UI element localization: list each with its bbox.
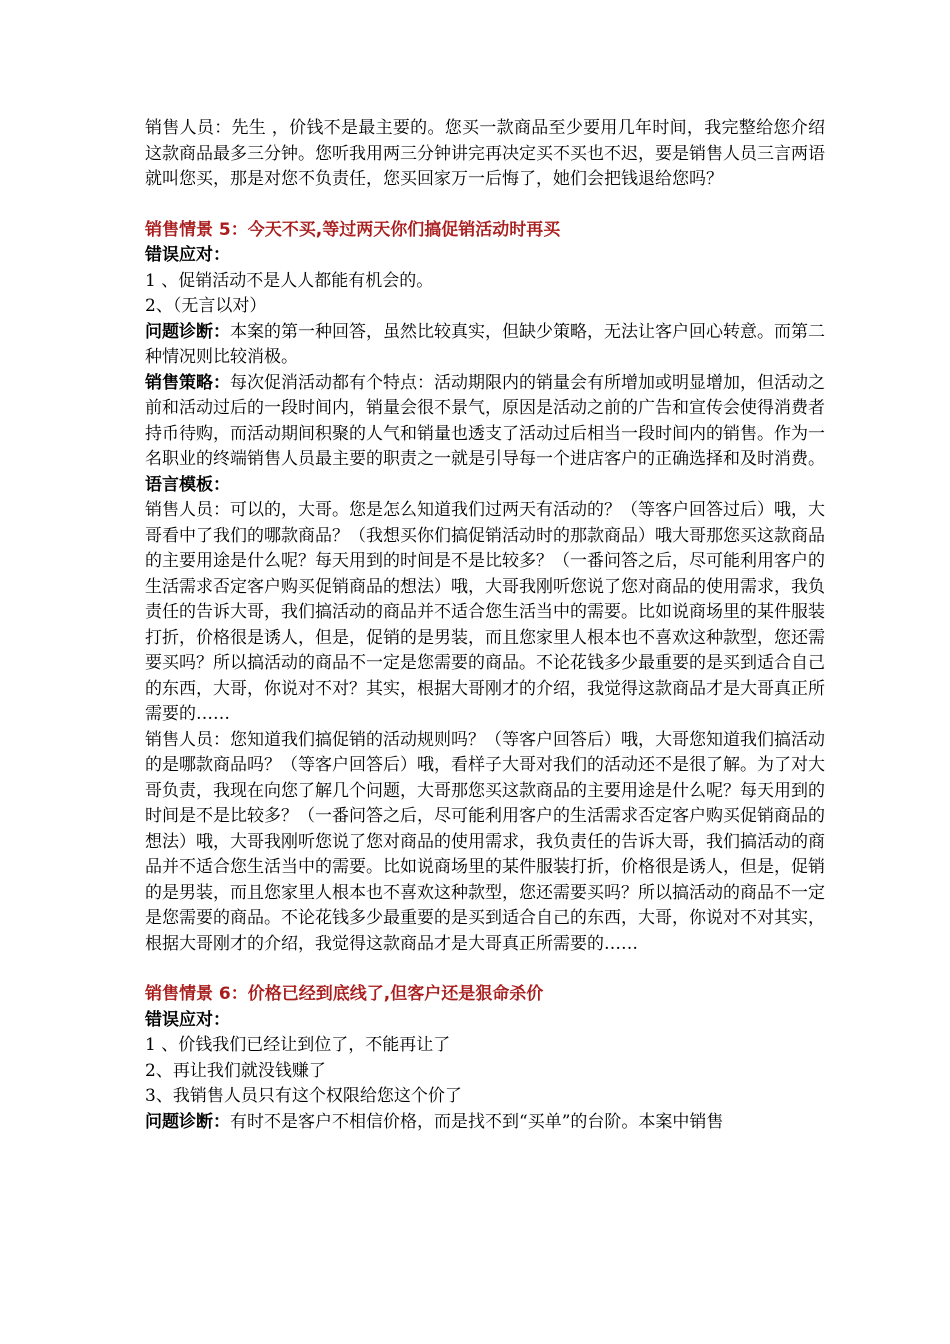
scene6-diagnosis: [145, 1110, 825, 1136]
scene5-strategy-label: 销售策略：: [145, 372, 230, 393]
scene6-diagnosis-text: 有时不是客户不相信价格，而是找不到“买单”的台阶。本案中销售: [230, 1111, 724, 1132]
scene6-diagnosis-label: 问题诊断：: [145, 1111, 230, 1132]
scene5-wrong-label: 错误应对：: [145, 245, 230, 265]
scene5-diagnosis-label: 问题诊断：: [145, 321, 230, 342]
spacer: [145, 957, 825, 982]
intro-paragraph: 销售人员：先生 ，价钱不是最主要的。您买一款商品至少要用几年时间，我完整给您介绍这款商品最多三分钟。您听我用两三分钟讲完再决定买不买也不迟，要是销售人员三言两语就叫您买，那是对您不负责任，您买回家万一后悔了，她们会把钱退给您吗？: [145, 118, 825, 189]
scene5-diagnosis: [145, 320, 825, 371]
document-page: [145, 116, 825, 1135]
spacer: [145, 193, 825, 218]
scene5-template-paragraph-1: 销售人员：可以的，大哥。您是怎么知道我们过两天有活动的？（等客户回答过后）哦，大哥看中了我们的哪款商品？（我想买你们搞促销活动时的那款商品）哦大哥那您买这款商品的主要用途是什么呢？每天用到的时间是不是比较多？（一番问答之后，尽可能利用客户的生活需求否定客户购买促销商品的想法）哦，大哥我刚听您说了您对商品的使用需求，我负责任的告诉大哥，我们搞活动的商品并不适合您生活当中的需要。比如说商场里的某件服装打折，价格很是诱人，但是，促销的是男装，而且您家里人根本也不喜欢这种款型，您还需要买吗？所以搞活动的商品不一定是您需要的商品。不论花钱多少最重要的是买到适合自己的东西，大哥，你说对不对？其实，根据大哥刚才的介绍，我觉得这款商品才是大哥真正所需要的……: [145, 500, 825, 724]
scene6-wrong-item-1: 1 、价钱我们已经让到位了，不能再让了: [145, 1035, 451, 1055]
scene5-wrong-item-2: 2、（无言以对）: [145, 296, 267, 316]
scene5-heading: 销售情景 5：今天不买,等过两天你们搞促销活动时再买: [145, 219, 561, 240]
scene6-wrong-label: 错误应对：: [145, 1009, 230, 1030]
scene6-wrong-item-2: 2、再让我们就没钱赚了: [145, 1060, 326, 1081]
scene6-heading: 销售情景 6：价格已经到底线了,但客户还是狠命杀价: [145, 984, 544, 1004]
scene5-diagnosis-text: 本案的第一种回答，虽然比较真实，但缺少策略，无法让客户回心转意。而第二种情况则比较消极。: [145, 321, 825, 367]
scene5-strategy: [145, 371, 825, 473]
scene5-template-paragraph-2: 销售人员：您知道我们搞促销的活动规则吗？（等客户回答后）哦，大哥您知道我们搞活动的是哪款商品吗？（等客户回答后）哦，看样子大哥对我们的活动还不是很了解。为了对大哥负责，我现在向您了解几个问题，大哥那您买这款商品的主要用途是什么呢？每天用到的时间是不是比较多？（一番问答之后，尽可能利用客户的生活需求否定客户购买促销商品的想法）哦，大哥我刚听您说了您对商品的使用需求，我负责任的告诉大哥，我们搞活动的商品并不适合您生活当中的需要。比如说商场里的某件服装打折，价格很是诱人，但是，促销的是男装，而且您家里人根本也不喜欢这种款型，您还需要买吗？所以搞活动的商品不一定是您需要的商品。不论花钱多少最重要的是买到适合自己的东西，大哥，你说对不对其实，根据大哥刚才的介绍，我觉得这款商品才是大哥真正所需要的……: [145, 729, 825, 954]
scene5-wrong-item-1: 1 、促销活动不是人人都能有机会的。: [145, 270, 434, 291]
scene5-strategy-text: 每次促消活动都有个特点：活动期限内的销量会有所增加或明显增加，但活动之前和活动过后的一段时间内，销量会很不景气，原因是活动之前的广告和宣传会使得消费者持币待购，而活动期间积聚的人气和销量也透支了活动过后相当一段时间内的销售。作为一名职业的终端销售人员最主要的职责之一就是引导每一个进店客户的正确选择和及时消费。: [145, 372, 825, 469]
scene5-template-label: 语言模板：: [145, 474, 230, 495]
scene6-wrong-item-3: 3、我销售人员只有这个权限给您这个价了: [145, 1086, 462, 1106]
